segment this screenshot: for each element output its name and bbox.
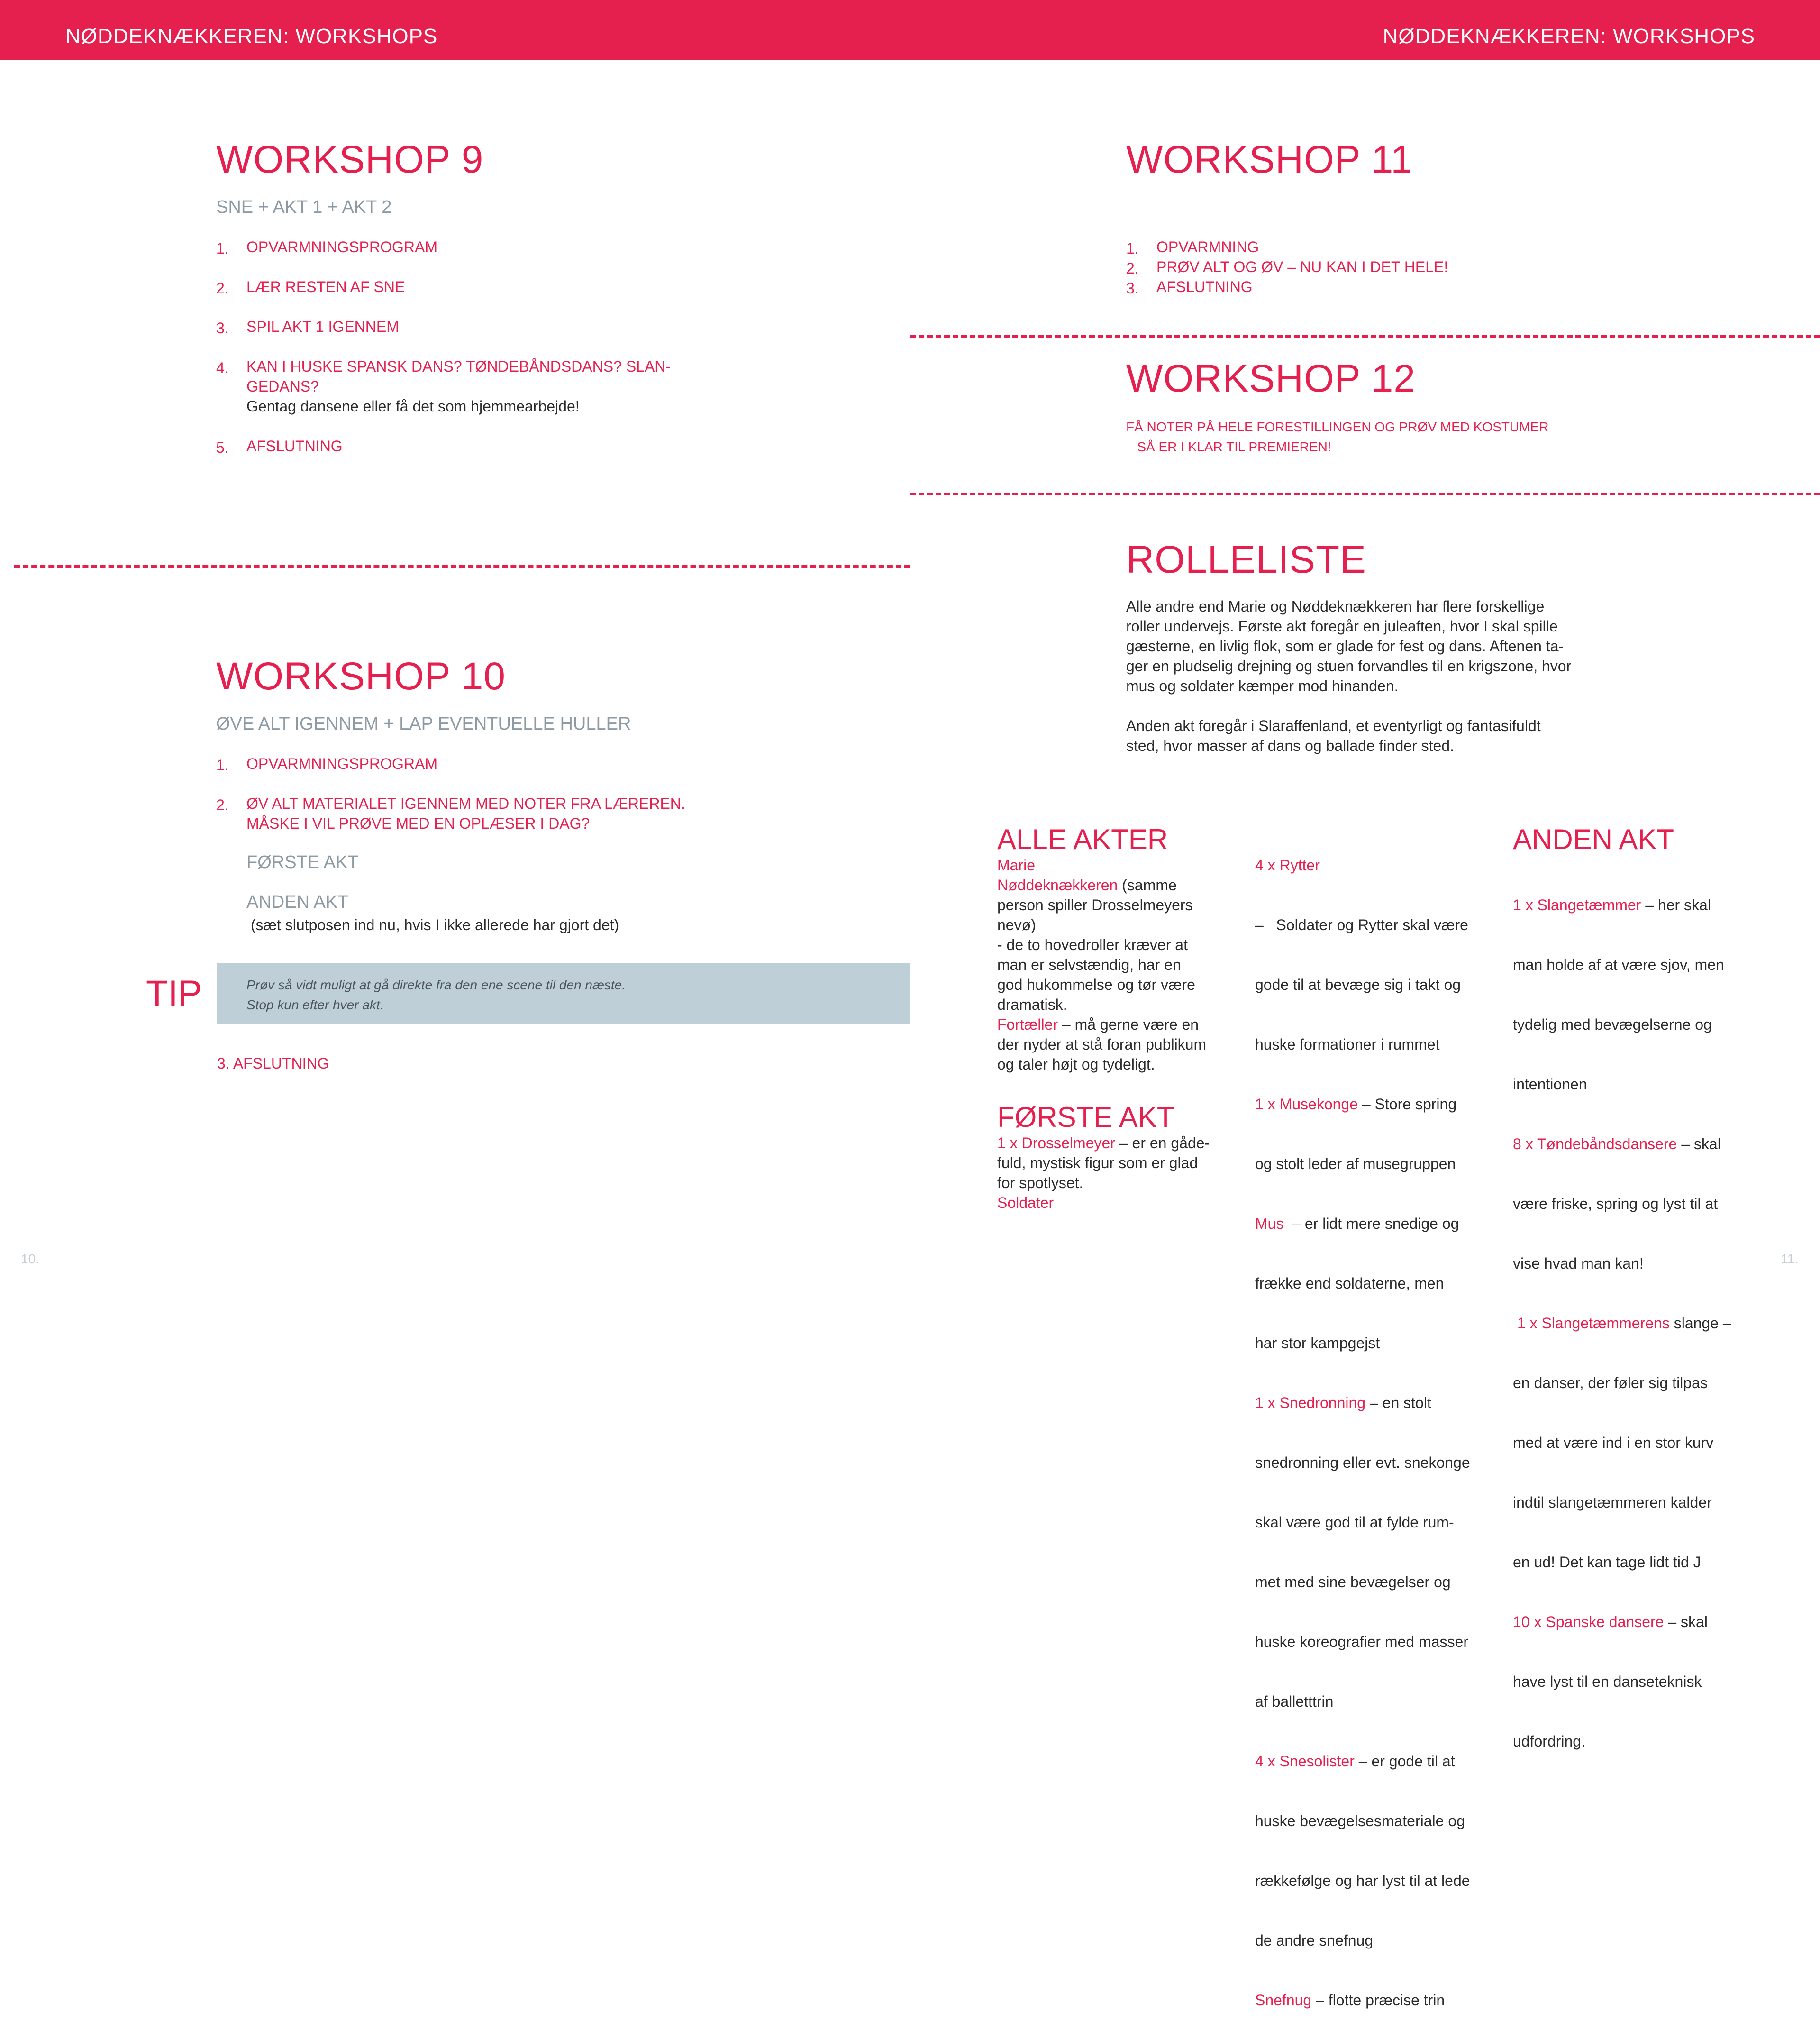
- role-desc-line: og stolt leder af musegruppen: [1255, 1155, 1456, 1172]
- ws10-item-2-number: 2.: [216, 796, 229, 814]
- ws10-anden-akt: ANDEN AKT: [246, 892, 349, 912]
- roles-column-2: [1255, 815, 1502, 2030]
- role-desc-line: frække end soldaterne, men: [1255, 1275, 1444, 1292]
- workshop-12-title: WORKSHOP 12: [1126, 357, 1416, 400]
- top-bar: [0, 0, 1820, 60]
- forste-akt-title: FØRSTE AKT: [997, 1101, 1174, 1133]
- page-number-left: 10.: [21, 1252, 39, 1266]
- role-name: 1 x Musekonge: [1255, 1096, 1358, 1113]
- divider-left: [14, 565, 910, 568]
- role-desc-line: huske bevægelsesmateriale og: [1255, 1812, 1465, 1829]
- tip-label: TIP: [146, 973, 202, 1014]
- ws9-item-2: LÆR RESTEN AF SNE: [246, 278, 405, 295]
- tip-box: [217, 963, 910, 1024]
- role-slangetaemmer: [1513, 895, 1759, 915]
- role-desc-line: man er selvstændig, har en: [997, 956, 1181, 973]
- workshop-11-title: WORKSHOP 11: [1126, 138, 1413, 181]
- rolleliste-paragraph-2: [1126, 716, 1541, 756]
- role-snedronning: [1255, 1393, 1502, 1413]
- ws10-item-1-number: 1.: [216, 757, 229, 774]
- role-desc-line: fuld, mystisk figur som er glad: [997, 1154, 1198, 1171]
- role-desc-line: god hukommelse og tør være: [997, 976, 1195, 993]
- role-desc-line: har stor kampgejst: [1255, 1335, 1380, 1352]
- role-musekonge: [1255, 1094, 1502, 1114]
- role-desc-line: intentionen: [1513, 1076, 1587, 1093]
- workshop-9-title: WORKSHOP 9: [216, 138, 484, 181]
- tip-line-2: Stop kun efter hver akt.: [246, 997, 384, 1012]
- role-desc-line: en danser, der føler sig tilpas: [1513, 1374, 1708, 1391]
- role-name: 8 x Tøndebåndsdansere: [1513, 1135, 1677, 1152]
- ws9-item-2-number: 2.: [216, 280, 229, 297]
- role-name: 10 x Spanske dansere: [1513, 1613, 1664, 1630]
- role-desc-line: og taler højt og tydeligt.: [997, 1056, 1155, 1073]
- role-soldater: Soldater: [997, 1194, 1054, 1211]
- tip-line-1: Prøv så vidt muligt at gå direkte fra den ene scene til den næste.: [246, 978, 626, 992]
- role-drosselmeyer: [997, 1133, 1234, 1153]
- ws9-item-1-number: 1.: [216, 240, 229, 257]
- ws10-closing: 3. AFSLUTNING: [217, 1055, 329, 1072]
- role-desc-line: met med sine bevægelser og: [1255, 1573, 1451, 1591]
- left-header-title: NØDDEKNÆKKEREN: WORKSHOPS: [65, 25, 438, 48]
- role-desc-line: vise hvad man kan!: [1513, 1255, 1644, 1272]
- role-desc: – Store spring: [1358, 1096, 1457, 1113]
- role-desc-line: – Soldater og Rytter skal være: [1255, 916, 1468, 933]
- role-marie: Marie: [997, 857, 1036, 874]
- role-desc-line: udfordring.: [1513, 1733, 1585, 1750]
- role-mus: [1255, 1214, 1502, 1234]
- role-desc-line: de andre snefnug: [1255, 1932, 1374, 1949]
- alle-akter-title: ALLE AKTER: [997, 823, 1168, 855]
- role-desc-line: tydelig med bevægelserne og: [1513, 1016, 1712, 1033]
- role-desc-line: der nyder at stå foran publikum: [997, 1036, 1207, 1053]
- role-desc-line: have lyst til en danseteknisk: [1513, 1673, 1702, 1690]
- rolleliste-p2-line: Anden akt foregår i Slaraffenland, et eventyrligt og fantasifuldt: [1126, 717, 1541, 734]
- role-desc: – en stolt: [1365, 1394, 1431, 1411]
- role-desc-line: gode til at bevæge sig i takt og: [1255, 976, 1461, 993]
- role-desc-line: dramatisk.: [997, 996, 1067, 1013]
- role-desc-line: person spiller Drosselmeyers: [997, 896, 1193, 914]
- role-name: 1 x Snedronning: [1255, 1394, 1366, 1411]
- role-desc-line: en ud! Det kan tage lidt tid J: [1513, 1554, 1701, 1571]
- ws11-item-2-number: 2.: [1126, 260, 1139, 277]
- role-desc-line: skal være god til at fylde rum-: [1255, 1514, 1454, 1531]
- role-desc-line: - de to hovedroller kræver at: [997, 936, 1188, 953]
- ws12-line-2: – SÅ ER I KLAR TIL PREMIEREN!: [1126, 439, 1331, 454]
- ws11-item-3: AFSLUTNING: [1156, 278, 1253, 295]
- ws9-item-4-number: 4.: [216, 359, 229, 376]
- rolleliste-p1-line: Alle andre end Marie og Nøddeknækkeren har flere forskellige: [1126, 598, 1545, 615]
- role-desc: slange –: [1669, 1315, 1731, 1332]
- ws11-item-3-number: 3.: [1126, 280, 1139, 297]
- role-name: Nøddeknækkeren: [997, 877, 1118, 894]
- workshop-10-title: WORKSHOP 10: [216, 655, 506, 698]
- rolleliste-p1-line: roller undervejs. Første akt foregår en juleaften, hvor I skal spille: [1126, 618, 1558, 635]
- right-header-title: NØDDEKNÆKKEREN: WORKSHOPS: [1383, 25, 1755, 48]
- role-noddeknaekkeren: [997, 875, 1234, 895]
- ws10-item-2-line-2: MÅSKE I VIL PRØVE MED EN OPLÆSER I DAG?: [246, 815, 590, 832]
- role-name: 1 x Drosselmeyer: [997, 1134, 1115, 1152]
- role-name: Fortæller: [997, 1016, 1058, 1033]
- role-snesolister: [1255, 1751, 1502, 1771]
- ws11-item-1-number: 1.: [1126, 240, 1139, 257]
- divider-right-1: [910, 335, 1820, 338]
- role-snefnug: [1255, 1990, 1502, 2010]
- ws9-item-3-number: 3.: [216, 320, 229, 337]
- rolleliste-paragraph-1: [1126, 596, 1571, 696]
- ws9-item-1: OPVARMNINGSPROGRAM: [246, 238, 437, 256]
- role-desc-line: for spotlyset.: [997, 1174, 1083, 1191]
- role-desc: – her skal: [1641, 896, 1711, 914]
- role-desc-line: rækkefølge og har lyst til at lede: [1255, 1872, 1470, 1889]
- role-desc-line: med at være ind i en stor kurv: [1513, 1434, 1714, 1451]
- role-desc: – skal: [1677, 1135, 1721, 1152]
- role-fortaeller: [997, 1015, 1234, 1034]
- divider-right-2: [910, 493, 1820, 495]
- role-desc-line: snedronning eller evt. snekonge: [1255, 1454, 1470, 1471]
- forste-akt-list: [997, 1133, 1234, 1213]
- rolleliste-p1-line: ger en pludselig drejning og stuen forvandles til en krigszone, hvor: [1126, 658, 1572, 675]
- anden-akt-list: [1513, 855, 1759, 1771]
- ws11-item-2: PRØV ALT OG ØV – NU KAN I DET HELE!: [1156, 258, 1448, 275]
- ws10-anden-akt-note: (sæt slutposen ind nu, hvis I ikke allerede har gjort det): [246, 916, 619, 933]
- ws9-item-4-line-1: KAN I HUSKE SPANSK DANS? TØNDEBÅNDSDANS? SLAN-: [246, 358, 671, 375]
- role-name: Mus: [1255, 1215, 1284, 1232]
- role-desc-line: være friske, spring og lyst til at: [1513, 1195, 1718, 1212]
- role-desc: – er lidt mere snedige og: [1283, 1215, 1459, 1232]
- ws11-item-1: OPVARMNING: [1156, 238, 1259, 256]
- rolleliste-p1-line: mus og soldater kæmper mod hinanden.: [1126, 677, 1399, 695]
- role-slangetaemmerens-slange: [1513, 1313, 1759, 1333]
- role-desc: – er gode til at: [1354, 1753, 1455, 1770]
- anden-akt-title: ANDEN AKT: [1513, 823, 1674, 855]
- role-desc-line: huske koreografier med masser: [1255, 1633, 1468, 1650]
- role-name: 1 x Slangetæmmerens: [1513, 1315, 1670, 1332]
- ws10-item-1: OPVARMNINGSPROGRAM: [246, 755, 437, 772]
- role-name: Snefnug: [1255, 1992, 1312, 2009]
- alle-akter-list: [997, 855, 1234, 1074]
- role-desc: – er en gåde-: [1115, 1134, 1210, 1152]
- role-rytter: 4 x Rytter: [1255, 857, 1320, 874]
- role-desc: – skal: [1664, 1613, 1708, 1630]
- role-desc-line: nevø): [997, 916, 1036, 933]
- ws9-item-3: SPIL AKT 1 IGENNEM: [246, 318, 399, 335]
- role-tondebaandsdansere: [1513, 1134, 1759, 1154]
- role-name: 1 x Slangetæmmer: [1513, 896, 1641, 914]
- ws12-line-1: FÅ NOTER PÅ HELE FORESTILLINGEN OG PRØV MED KOSTUMER: [1126, 420, 1549, 434]
- page-number-right: 11.: [1781, 1252, 1798, 1266]
- ws9-item-5: AFSLUTNING: [246, 438, 343, 455]
- role-desc-line: huske formationer i rummet: [1255, 1036, 1440, 1053]
- workshop-9-subtitle: SNE + AKT 1 + AKT 2: [216, 197, 392, 217]
- rolleliste-p2-line: sted, hvor masser af dans og ballade finder sted.: [1126, 737, 1454, 754]
- rolleliste-title: ROLLELISTE: [1126, 538, 1366, 581]
- role-desc: – flotte præcise trin: [1311, 1992, 1445, 2009]
- role-name: 4 x Snesolister: [1255, 1753, 1355, 1770]
- role-desc: (samme: [1118, 877, 1177, 894]
- rolleliste-p1-line: gæsterne, en livlig flok, som er glade for fest og dans. Aftenen ta-: [1126, 638, 1564, 655]
- workshop-10-subtitle: ØVE ALT IGENNEM + LAP EVENTUELLE HULLER: [216, 714, 631, 734]
- role-desc: – må gerne være en: [1058, 1016, 1199, 1033]
- role-desc-line: af balletttrin: [1255, 1693, 1334, 1710]
- role-spanske-dansere: [1513, 1612, 1759, 1632]
- ws10-item-2-line-1: ØV ALT MATERIALET IGENNEM MED NOTER FRA LÆREREN.: [246, 795, 685, 812]
- ws9-item-4-note: Gentag dansene eller få det som hjemmearbejde!: [246, 398, 580, 415]
- ws10-forste-akt: FØRSTE AKT: [246, 852, 359, 872]
- role-desc-line: indtil slangetæmmeren kalder: [1513, 1494, 1712, 1511]
- role-desc-line: man holde af at være sjov, men: [1513, 956, 1724, 973]
- ws9-item-4-line-2: GEDANS?: [246, 378, 319, 395]
- ws9-item-5-number: 5.: [216, 439, 229, 456]
